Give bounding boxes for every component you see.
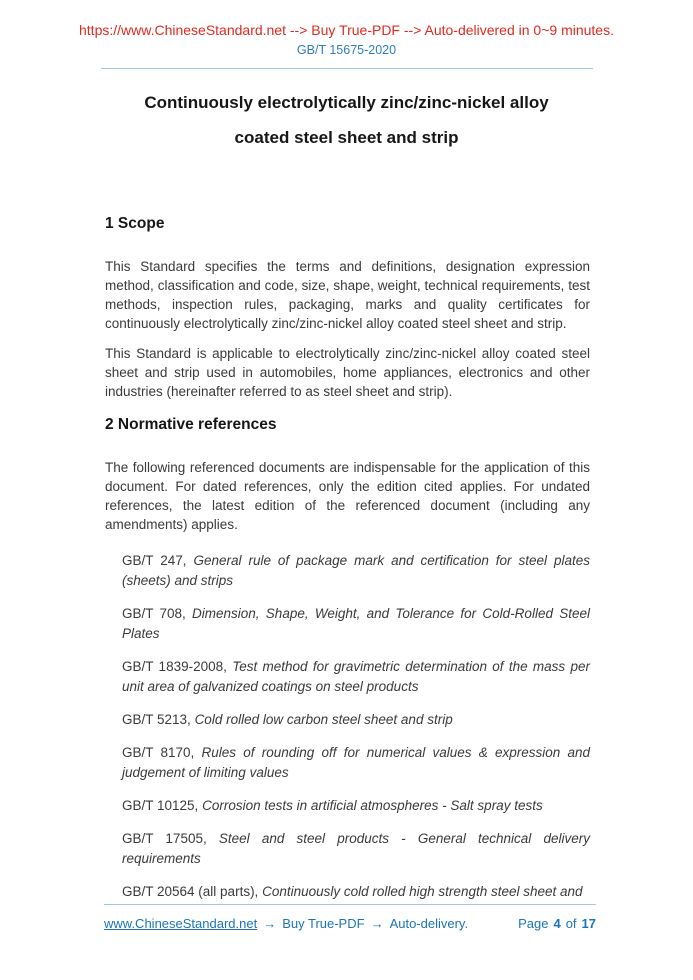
reference-title: Dimension, Shape, Weight, and Tolerance for Cold-Rolled Steel Plates [122, 606, 590, 641]
scope-paragraph-2: This Standard is applicable to electrolytically zinc/zinc-nickel alloy coated steel sheet and strip used in automobiles, home appliances, electronics and other industries (hereinafter referred to as steel sheet and strip). [105, 346, 590, 399]
promo-banner: https://www.ChineseStandard.net --> Buy True-PDF --> Auto-delivered in 0~9 minutes. [79, 22, 614, 38]
document-body [0, 214, 693, 902]
reference-title: Test method for gravimetric determination of the mass per unit area of galvanized coatings on steel products [122, 659, 590, 694]
normative-intro-paragraph: The following referenced documents are indispensable for the application of this document. For dated references, only the edition cited applies. For undated references, the latest edition of the referenced document (including any amendments) applies. [105, 460, 590, 532]
reference-code: GB/T 5213, [122, 712, 191, 727]
page-footer [104, 904, 596, 931]
reference-title: Rules of rounding off for numerical values & expression and judgement of limiting values [122, 745, 590, 780]
reference-code: GB/T 247, [122, 553, 187, 568]
section-heading-scope: 1 Scope [105, 215, 165, 232]
reference-title: Cold rolled low carbon steel sheet and strip [194, 712, 453, 727]
footer-buy-text: Buy True-PDF [282, 916, 365, 931]
reference-title: Steel and steel products - General technical delivery requirements [122, 831, 590, 866]
section-heading-normative-references: 2 Normative references [105, 416, 277, 433]
reference-code: GB/T 708, [122, 606, 186, 621]
page-total: 17 [581, 916, 596, 931]
reference-item [122, 710, 590, 730]
reference-title: Continuously cold rolled high strength steel sheet and [262, 884, 583, 899]
reference-code: GB/T 20564 (all parts), [122, 884, 259, 899]
reference-code: GB/T 1839-2008, [122, 659, 227, 674]
reference-code: GB/T 8170, [122, 745, 195, 760]
standard-number: GB/T 15675-2020 [296, 43, 397, 57]
arrow-right-icon: → [263, 916, 277, 931]
reference-code: GB/T 17505, [122, 831, 207, 846]
footer-site-link[interactable]: www.ChineseStandard.net [104, 916, 258, 931]
reference-item [122, 882, 590, 902]
reference-title: Corrosion tests in artificial atmospheres - Salt spray tests [202, 798, 543, 813]
reference-item [122, 551, 590, 591]
reference-item [122, 796, 590, 816]
page-indicator [518, 916, 596, 931]
scope-paragraph-1: This Standard specifies the terms and definitions, designation expression method, classification and code, size, shape, weight, technical requirements, test methods, inspection rules, packaging, marks and quality certificates for continuously electrolytically zinc/zinc-nickel alloy coated steel sheet and strip. [105, 259, 590, 331]
document-title [0, 92, 693, 149]
reference-title: General rule of package mark and certification for steel plates (sheets) and strips [122, 553, 590, 588]
footer-delivery-text: Auto-delivery. [389, 916, 469, 931]
footer-promo [104, 916, 468, 931]
reference-item [122, 657, 590, 697]
header-divider [101, 68, 593, 69]
reference-code: GB/T 10125, [122, 798, 199, 813]
document-title-line1: Continuously electrolytically zinc/zinc-nickel alloy [144, 93, 549, 112]
page-label: Page [518, 916, 549, 931]
reference-item [122, 604, 590, 644]
reference-item [122, 743, 590, 783]
document-title-line2: coated steel sheet and strip [234, 128, 459, 147]
arrow-right-icon: → [370, 916, 384, 931]
page-current: 4 [553, 916, 561, 931]
page-of-label: of [565, 916, 577, 931]
reference-item [122, 829, 590, 869]
